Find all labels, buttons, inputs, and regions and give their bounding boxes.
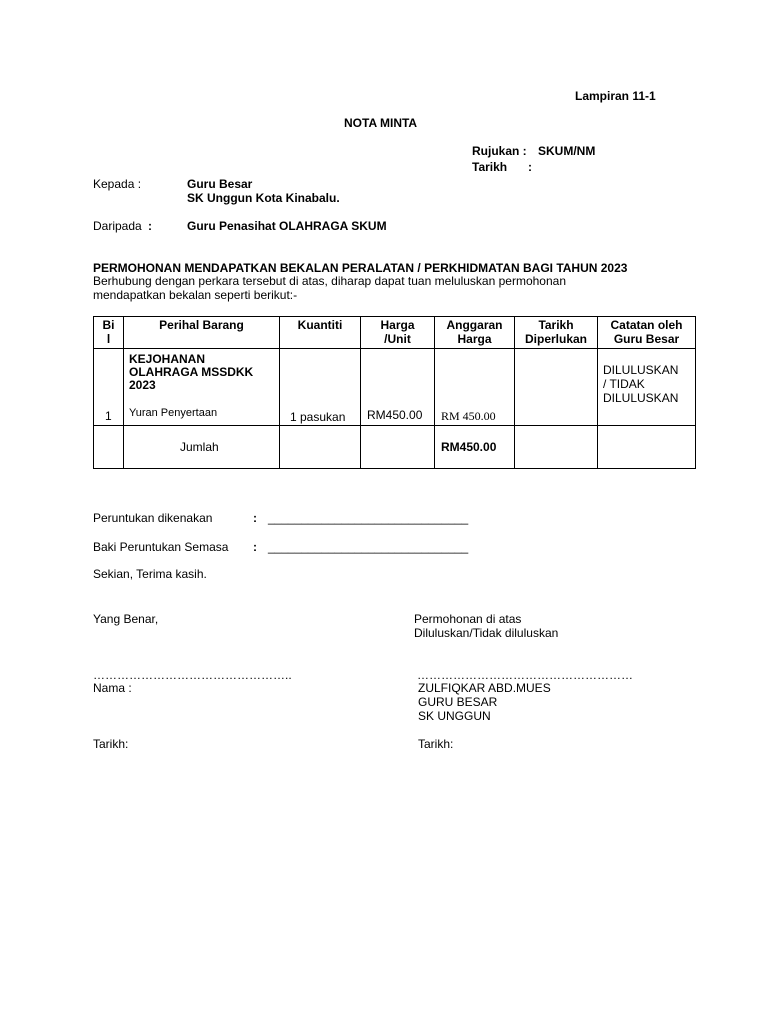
- balance-label: Baki Peruntukan Semasa: [93, 540, 229, 554]
- balance-blank: ______________________________: [268, 540, 469, 554]
- header-anggaran-line1: Anggaran: [446, 318, 503, 332]
- cell-perihal: [124, 349, 280, 426]
- name-label: Nama :: [93, 681, 132, 695]
- to-label: Kepada :: [93, 177, 142, 191]
- header-tarikh-line1: Tarikh: [538, 318, 574, 332]
- right-signature-line: ………………………………………………: [417, 668, 633, 682]
- header-harga: [361, 317, 435, 349]
- allocation-colon: :: [253, 511, 257, 525]
- item-title-line3: 2023: [129, 378, 156, 392]
- subject-heading: PERMOHONAN MENDAPATKAN BEKALAN PERALATAN / PERKHIDMATAN BAGI TAHUN 2023: [93, 261, 628, 275]
- to-recipient-title: Guru Besar: [187, 177, 253, 191]
- cell-kuantiti: [280, 349, 361, 426]
- row-bil: 1: [105, 409, 112, 423]
- total-cell-catatan: [598, 426, 696, 469]
- catatan-line2: / TIDAK: [603, 377, 645, 391]
- approval-line2: Diluluskan/Tidak diluluskan: [414, 626, 559, 640]
- row-harga-unit: RM450.00: [367, 408, 423, 422]
- row-kuantiti: 1 pasukan: [290, 410, 346, 424]
- item-title-line1: KEJOHANAN: [129, 352, 206, 366]
- attachment-reference: Lampiran 11-1: [575, 89, 656, 103]
- header-catatan-line2: Guru Besar: [613, 332, 680, 346]
- reference-value: SKUM/NM: [538, 144, 596, 158]
- date-colon: :: [528, 160, 532, 174]
- left-salutation: Yang Benar,: [93, 612, 159, 626]
- from-colon: :: [148, 219, 152, 233]
- balance-colon: :: [253, 540, 257, 554]
- header-perihal: Perihal Barang: [124, 317, 280, 349]
- allocation-label: Peruntukan dikenakan: [93, 511, 213, 525]
- total-cell-anggaran: [435, 426, 515, 469]
- from-label: Daripada: [93, 219, 142, 233]
- item-title-line2: OLAHRAGA MSSDKK: [129, 365, 254, 379]
- catatan-line3: DILULUSKAN: [603, 391, 679, 405]
- subject-body-line2: mendapatkan bekalan seperti berikut:-: [93, 288, 298, 302]
- cell-tarikh: [515, 349, 598, 426]
- header-kuantiti: Kuantiti: [280, 317, 361, 349]
- left-signature-line: …………………………………………..: [93, 668, 292, 682]
- from-sender: Guru Penasihat OLAHRAGA SKUM: [187, 219, 387, 233]
- headmaster-title: GURU BESAR: [418, 695, 498, 709]
- request-table: [93, 316, 696, 469]
- header-bil-line2: l: [106, 332, 111, 346]
- table-row: [94, 349, 696, 426]
- header-harga-line2: /Unit: [384, 332, 411, 346]
- reference-label: Rujukan :: [472, 144, 527, 158]
- cell-bil: [94, 349, 124, 426]
- date-label: Tarikh: [472, 160, 508, 174]
- cell-harga: [361, 349, 435, 426]
- left-date-label: Tarikh:: [93, 737, 129, 751]
- subject-body-line1: Berhubung dengan perkara tersebut di atas, diharap dapat tuan meluluskan permohonan: [93, 274, 566, 288]
- header-anggaran-line2: Harga: [457, 332, 492, 346]
- closing-remark: Sekian, Terima kasih.: [93, 567, 207, 581]
- table-total-row: [94, 426, 696, 469]
- header-catatan-line1: Catatan oleh: [610, 318, 683, 332]
- total-cell-tarikh: [515, 426, 598, 469]
- catatan-line1: DILULUSKAN: [603, 363, 679, 377]
- header-harga-line1: Harga: [380, 318, 415, 332]
- total-value: RM450.00: [441, 440, 497, 454]
- right-date-label: Tarikh:: [418, 737, 454, 751]
- total-cell-harga: [361, 426, 435, 469]
- total-cell-kuantiti: [280, 426, 361, 469]
- header-bil: [94, 317, 124, 349]
- header-catatan: [598, 317, 696, 349]
- to-recipient-school: SK Unggun Kota Kinabalu.: [187, 191, 340, 205]
- headmaster-name: ZULFIQKAR ABD.MUES: [418, 681, 551, 695]
- header-tarikh: [515, 317, 598, 349]
- table-header-row: [94, 317, 696, 349]
- header-anggaran: [435, 317, 515, 349]
- approval-line1: Permohonan di atas: [414, 612, 522, 626]
- total-cell-bil: [94, 426, 124, 469]
- headmaster-school: SK UNGGUN: [418, 709, 491, 723]
- row-anggaran: RM 450.00: [441, 409, 496, 423]
- document-title: NOTA MINTA: [344, 116, 418, 130]
- header-bil-line1: Bi: [102, 318, 115, 332]
- cell-anggaran: [435, 349, 515, 426]
- total-label: Jumlah: [180, 440, 219, 454]
- total-cell-label: [124, 426, 280, 469]
- header-tarikh-line2: Diperlukan: [524, 332, 587, 346]
- allocation-blank: ______________________________: [268, 511, 469, 525]
- item-subtitle: Yuran Penyertaan: [129, 407, 218, 419]
- cell-catatan: [598, 349, 696, 426]
